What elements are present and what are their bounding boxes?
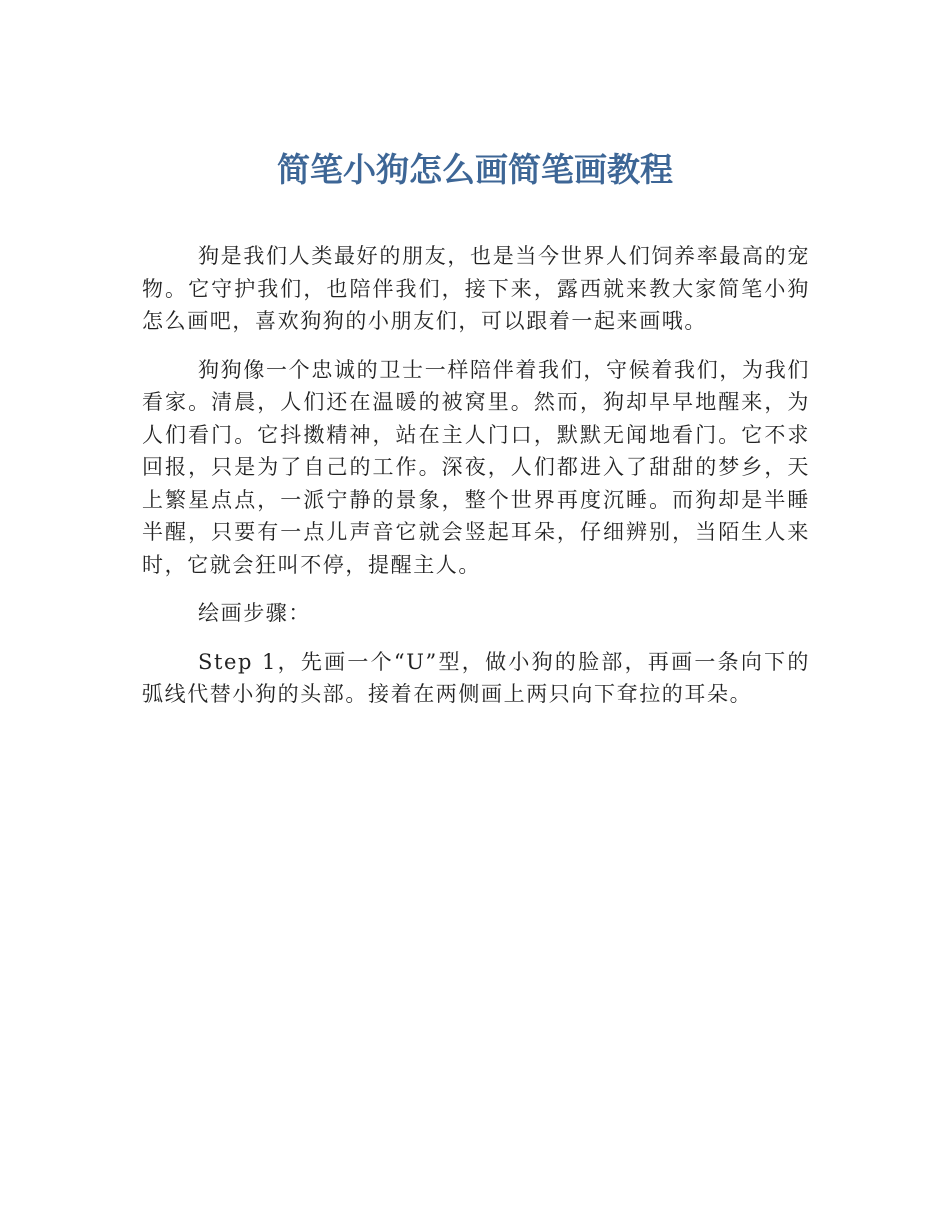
description-paragraph: 狗狗像一个忠诚的卫士一样陪伴着我们，守候着我们，为我们看家。清晨，人们还在温暖的被窝里。然而，狗却早早地醒来，为人们看门。它抖擞精神，站在主人门口，默默无闻地看门。它不求回报，只是为了自己的工作。深夜，人们都进入了甜甜的梦乡，天上繁星点点，一派宁静的景象，整个世界再度沉睡。而狗却是半睡半醒，只要有一点儿声音它就会竖起耳朵，仔细辨别，当陌生人来时，它就会狂叫不停，提醒主人。 [142,357,810,577]
document-body [142,240,810,727]
step-1-paragraph: Step 1，先画一个“U”型，做小狗的脸部，再画一条向下的弧线代替小狗的头部。接着在两侧画上两只向下耷拉的耳朵。 [142,649,810,706]
document-title: 简笔小狗怎么画简笔画教程 [277,150,673,189]
intro-paragraph: 狗是我们人类最好的朋友，也是当今世界人们饲养率最高的宠物。它守护我们，也陪伴我们，接下来，露西就来教大家简笔小狗怎么画吧，喜欢狗狗的小朋友们，可以跟着一起来画哦。 [142,244,810,333]
steps-heading: 绘画步骤： [198,601,311,625]
